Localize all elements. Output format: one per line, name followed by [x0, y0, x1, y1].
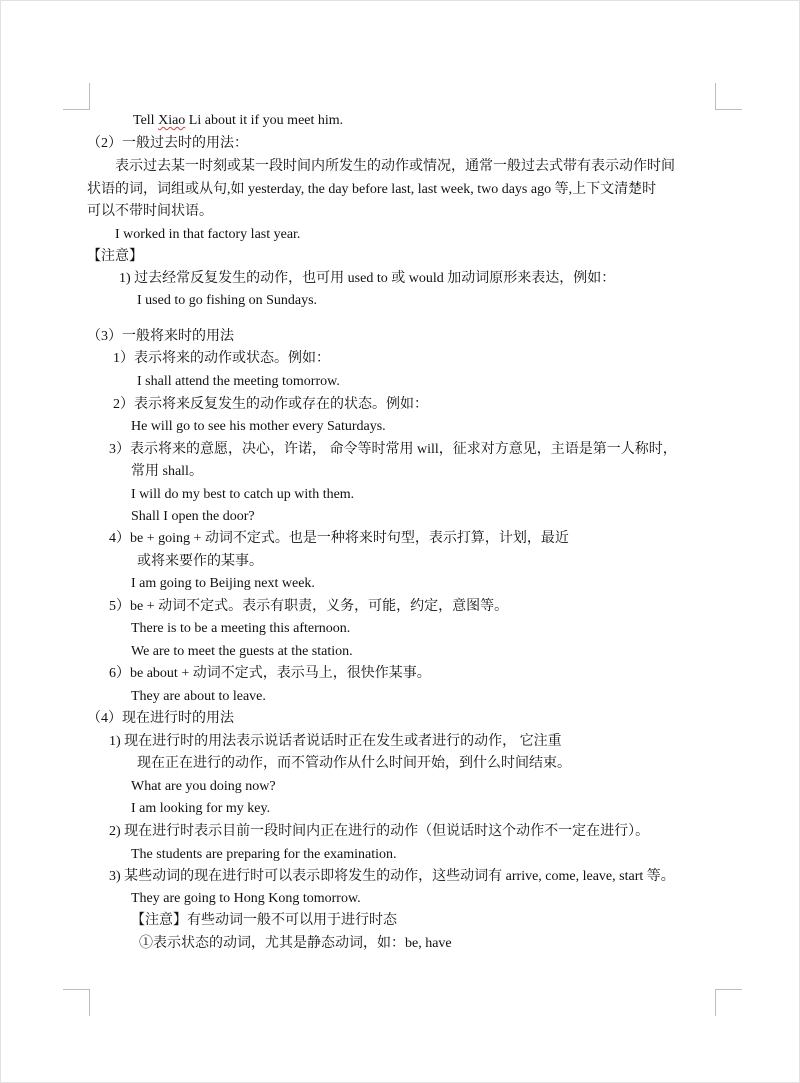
- text-line: 或将来要作的某事。: [137, 554, 263, 569]
- example-sentence: I am going to Beijing next week.: [131, 576, 315, 591]
- text-line: 3) 某些动词的现在进行时可以表示即将发生的动作，这些动词有 arrive, come, leave, start 等。: [109, 869, 675, 884]
- example-sentence: The students are preparing for the examination.: [131, 847, 397, 862]
- example-sentence: Shall I open the door?: [131, 509, 255, 524]
- text-line: 1) 过去经常反复发生的动作，也可用 used to 或 would 加动词原形来表达，例如：: [119, 271, 616, 286]
- text-line: 常用 shall。: [131, 464, 203, 479]
- example-sentence: I am looking for my key.: [131, 801, 271, 816]
- text-line: 3）表示将来的意愿，决心，许诺， 命令等时常用 will，征求对方意见，主语是第一人称时，: [109, 442, 677, 457]
- crop-mark-top-left: [63, 83, 90, 110]
- example-sentence: They are about to leave.: [131, 689, 266, 704]
- spellcheck-word: Xiao: [158, 113, 186, 128]
- text-line: 2) 现在进行时表示目前一段时间内正在进行的动作（但说话时这个动作不一定在进行）。: [109, 824, 650, 839]
- note-line: 【注意】有些动词一般不可以用于进行时态: [131, 913, 397, 928]
- example-sentence: He will go to see his mother every Saturdays.: [131, 419, 386, 434]
- text-line: 6）be about + 动词不定式，表示马上，很快作某事。: [109, 666, 431, 681]
- example-sentence: There is to be a meeting this afternoon.: [131, 621, 351, 636]
- text-line: 状语的词，词组或从句,如 yesterday, the day before last, last week, two days ago 等,上下文清楚时: [87, 182, 657, 197]
- note-heading: 【注意】: [87, 249, 143, 264]
- text-line: 2）表示将来反复发生的动作或存在的状态。例如：: [113, 397, 428, 412]
- section-heading: （3）一般将来时的用法: [87, 329, 234, 344]
- example-sentence: I worked in that factory last year.: [115, 227, 301, 242]
- example-sentence: I shall attend the meeting tomorrow.: [137, 374, 340, 389]
- example-sentence: I will do my best to catch up with them.: [131, 487, 355, 502]
- example-sentence: They are going to Hong Kong tomorrow.: [131, 891, 361, 906]
- text-line: 1) 现在进行时的用法表示说话者说话时正在发生或者进行的动作， 它注重: [109, 734, 562, 749]
- section-heading: （4）现在进行时的用法: [87, 711, 234, 726]
- crop-mark-top-right: [715, 83, 742, 110]
- example-sentence: We are to meet the guests at the station.: [131, 644, 353, 659]
- example-sentence: What are you doing now?: [131, 779, 276, 794]
- text-line: 可以不带时间状语。: [87, 204, 213, 219]
- text-line: 1）表示将来的动作或状态。例如：: [113, 351, 330, 366]
- example-sentence: I used to go fishing on Sundays.: [137, 293, 318, 308]
- text-line: 4）be + going + 动词不定式。也是一种将来时句型，表示打算，计划，最近: [109, 531, 569, 546]
- section-heading: （2）一般过去时的用法：: [87, 136, 248, 151]
- text-line: ①表示状态的动词，尤其是静态动词，如：be, have: [139, 936, 452, 951]
- crop-mark-bottom-right: [715, 989, 742, 1016]
- text-line: 现在正在进行的动作，而不管动作从什么时间开始，到什么时间结束。: [137, 756, 571, 771]
- text-line: Tell Xiao Li about it if you meet him.: [133, 113, 344, 128]
- crop-mark-bottom-left: [63, 989, 90, 1016]
- text-line: 表示过去某一时刻或某一段时间内所发生的动作或情况，通常一般过去式带有表示动作时间: [115, 159, 675, 174]
- text-line: 5）be + 动词不定式。表示有职责，义务，可能，约定，意图等。: [109, 599, 509, 614]
